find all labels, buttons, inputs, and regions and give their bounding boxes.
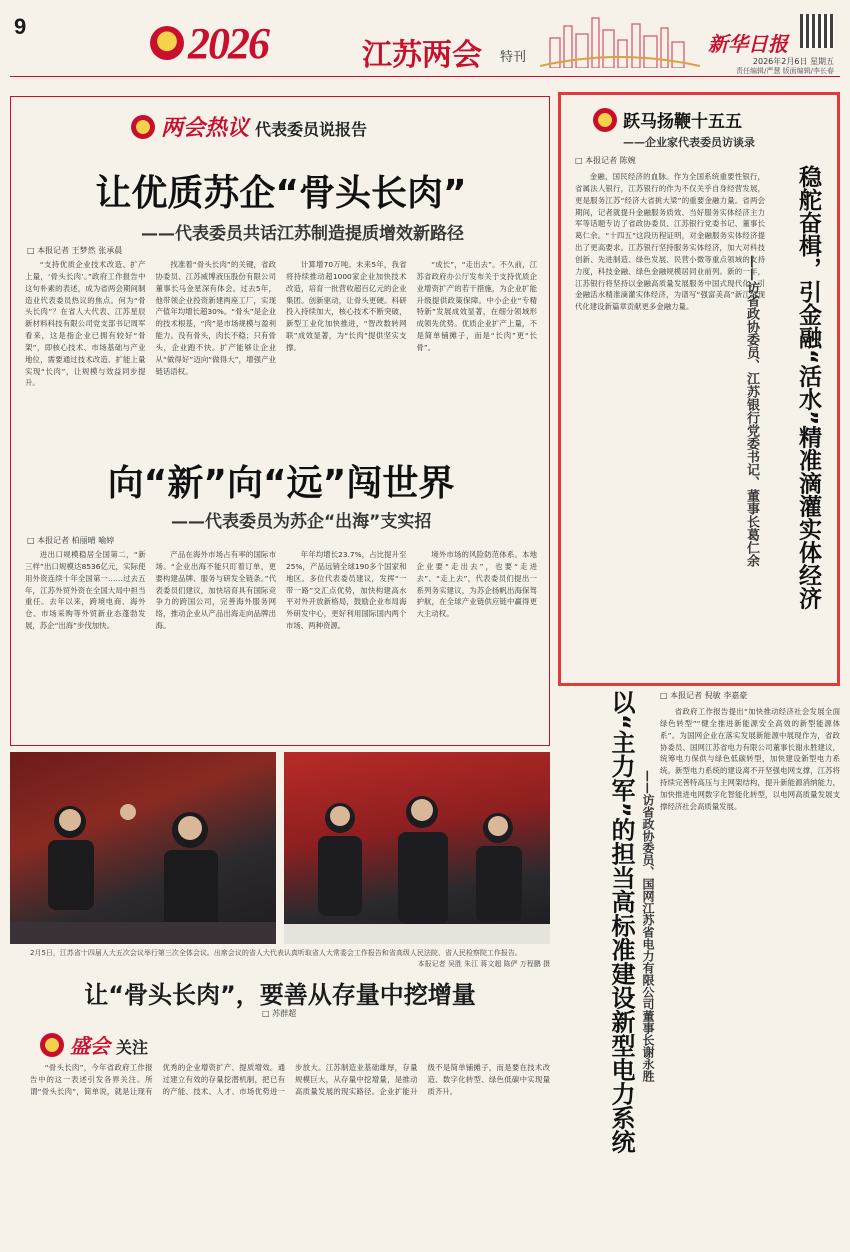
section-tag-sub: 代表委员说报告 <box>255 120 368 139</box>
header-special: 特刊 <box>500 50 527 65</box>
skyline-icon <box>540 8 700 68</box>
electric-byline: □ 本报记者 倪敏 李嘉豪 <box>660 691 748 700</box>
left-section-box <box>10 96 550 746</box>
news-photo-right <box>284 752 550 944</box>
header-editors: 责任编辑/严慧 版面编辑/李长春 <box>736 67 834 75</box>
photo-caption: 2月5日，江苏省十四届人大五次会议举行第三次全体会议。出席会议的省人大代表认真听取省人大常委会工作报告和省高级人民法院、省人民检察院工作报告。 <box>30 949 522 957</box>
electric-subhead: ——访省政协委员、国网江苏省电力有限公司董事长谢永胜 <box>641 770 655 1082</box>
interview-tag <box>593 107 755 150</box>
article1-headline: 让优质苏企“骨头长肉” <box>95 173 467 214</box>
header-year: 2026 <box>188 19 268 68</box>
article2-body <box>25 549 537 735</box>
page-number: 9 <box>14 14 27 39</box>
bottom-section-tag <box>40 1030 148 1059</box>
article1-col2: 找准着“骨头长肉”的关键，省政协委员、江苏威博液压股份有限公司董事长马金星深有体会。过去5年，他带领企业投资新建两座工厂，实现产值年均增长超30%。“骨头”是企业的技术根基，“肉”是市场规模与盈利能力。没有骨头，肉长不稳；只有骨头，企业跑不快。扩产能够让企业从“做得好”迈向“做得大”，增强产业链话语权。 <box>155 260 276 376</box>
bottom-body: “骨头长肉”，今年省政府工作报告中的这一表述引发各界关注。所谓“骨头长肉”，简单说，就是让现有优秀的企业增资扩产、提质增效。通过建立有效的存量挖潜机制，把已有的产能、技术、人才、市场优势进一步放大。江苏制造业基础雄厚，存量规模巨大，从存量中挖增量，是推动高质量发展的现实路径。企业扩能升级不是简单铺摊子，而是要在技术改造、数字化转型、绿色低碳中实现量质齐升。 <box>30 1063 550 1096</box>
article1-byline: □ 本报记者 王梦然 张承晨 <box>27 246 123 255</box>
photo-figures-icon <box>284 752 550 944</box>
bottom-tag-main: 盛会 <box>70 1034 110 1058</box>
interview-byline: □ 本报记者 陈婉 <box>575 156 636 165</box>
article2-col2: 产品在海外市场占有率的国际市场。“企业出海不能只盯着订单，更要构建品牌、服务与研发全链条。”代表委员们建议，加快培育具有国际竞争力的跨国公司，完善海外服务网络，推动企业从产品出海走向品牌出海。 <box>155 550 276 631</box>
article1-body <box>25 259 537 429</box>
news-photo-left <box>10 752 276 944</box>
interview-headline: 稳舵奋楫，引金融“活水”精准滴灌实体经济 <box>795 165 821 610</box>
article2-headline: 向“新”向“远”闯世界 <box>107 463 455 504</box>
article1-col3: 计算增70万吨。未来5年，我省将持续推动超1000家企业加快技术改造，培育一批营收超百亿元的企业集团。创新驱动，让骨头更硬。科研投入持续加大，核心技术不断突破，新型工业化加快推进，“智改数转网联”成效显著，为“长肉”提供坚实支撑。 <box>286 260 407 352</box>
article1-subhead: ——代表委员共话江苏制造提质增效新路径 <box>141 224 464 244</box>
interview-box <box>558 92 840 686</box>
interview-tag-main: 跃马扬鞭十五五 <box>623 112 742 132</box>
article2-col3: 年年均增长23.7%，占比提升至25%，产品远销全球190多个国家和地区。多位代表委员建议，发挥“一带一路”交汇点优势，加快构建高水平对外开放新格局，鼓励企业布局海外研发中心，更好利用国际国内两个市场、两种资源。 <box>286 550 407 631</box>
header-title: 江苏两会 <box>362 38 482 73</box>
section-tag-main: 两会热议 <box>161 115 250 141</box>
article1-col1: “支持优质企业技术改造、扩产上量，‘骨头长肉’。”政府工作报告中这句朴素的表述，成为省两会期间制造业代表委员热议的焦点。何为“骨头长肉”？在省人大代表、江苏星辰新材料科技有限公司党支部书记周军看来，这是指企业已拥有较好“骨架”，即核心技术、市场基础与产业地位，需要通过技术改造、扩能上量实现“长肉”，让规模与效益同步提升。 <box>25 260 146 388</box>
emblem-icon <box>593 108 617 132</box>
interview-tag-sub: ——企业家代表委员访谈录 <box>623 136 755 149</box>
bottom-byline: □ 苏群超 <box>262 1009 297 1018</box>
qr-code-icon <box>800 14 834 48</box>
photo-credit: 本报记者 吴胜 朱江 蒋文超 陈俨 万程鹏 摄 <box>417 960 550 968</box>
article2-col1: 进出口规模稳居全国第二，“新三样”出口规模达8536亿元，实际使用外资连续十年全国第一……过去五年，江苏外贸外资在全国大局中担当重任。去年以来，跨境电商、海外仓、市场采购等外贸新业态蓬勃发展，苏企“出海”步伐加快。 <box>25 550 146 631</box>
newspaper-logo: 新华日报 <box>708 32 788 56</box>
header-date: 2026年2月6日 星期五 <box>752 57 834 66</box>
article2-subhead: ——代表委员为苏企“出海”支实招 <box>171 512 432 532</box>
page-header <box>0 0 850 78</box>
emblem-icon <box>40 1033 64 1057</box>
bottom-headline: 让“骨头长肉”，要善从存量中挖增量 <box>84 981 476 1009</box>
photo-figures-icon <box>10 752 276 944</box>
article2-col4: 境外市场的风险防范体系。本地企业要“走出去”，也要“走进去”、“走上去”，代表委员们提出一系列务实建议，为苏企扬帆出海保驾护航，在全球产业链供应链中赢得更大主动权。 <box>416 550 537 619</box>
electric-headline: 以“主力军”的担当高标准建设新型电力系统 <box>607 690 635 1154</box>
article1-col4: “成长”，“走出去”。不久前，江苏省政府办公厅发布关于支持优质企业增资扩产的若干措施，为企业扩能升级提供政策保障。中小企业“专精特新”发展成效显著，在细分领域形成领先优势。优质企业扩产上量，不是简单铺摊子，而是“长肉”更“长骨”。 <box>416 260 537 352</box>
header-divider <box>10 76 840 77</box>
bottom-tag-sub: 关注 <box>116 1038 149 1057</box>
interview-body: 金融，国民经济的血脉。作为全国系统重要性银行，省属法人银行，江苏银行的作为不仅关乎自身经营发展，更是服务江苏“经济大省挑大梁”的重要金融力量。省两会期间，记者就提升金融服务质效、当好服务实体经济主力军等话题专访了省政协委员、江苏银行党委书记、董事长葛仁余。“十四五”这段历程证明，对金融服务实体经济提出了更高要求。江苏银行坚持服务实体经济，加大对科技创新、先进制造、绿色发展、民营小微等重点领域的支持力度，科技金融、绿色金融规模居同业前列。新的一年，江苏银行将坚持以金融高质量发展服务中国式现代化，引金融活水精准滴灌实体经济，为谱写“强富美高”新江苏现代化建设新篇章贡献更多金融力量。 <box>575 172 765 312</box>
emblem-icon <box>150 26 184 60</box>
section-tag <box>131 111 367 142</box>
electric-body: 省政府工作报告提出“加快推动经济社会发展全面绿色转型”“健全推进新能源安全高效的新型能源体系”。为国网企业在落实发展新能源中展现作为，省政协委员、国网江苏省电力有限公司董事长谢永胜建议，统筹电力保供与绿色低碳转型，加快建设新型电力系统。新型电力系统的建设离不开坚强电网支撑，江苏将持续完善特高压与主网架结构，提升新能源消纳能力，加快推进电网数字化智能化转型，以电网高质量发展支撑经济社会高质量发展。 <box>660 707 840 811</box>
interview-subhead: ——访省政协委员、江苏银行党委书记、董事长葛仁余 <box>744 255 759 567</box>
article2-byline: □ 本报记者 柏丽晴 喻婷 <box>27 536 115 545</box>
emblem-icon <box>131 115 155 139</box>
